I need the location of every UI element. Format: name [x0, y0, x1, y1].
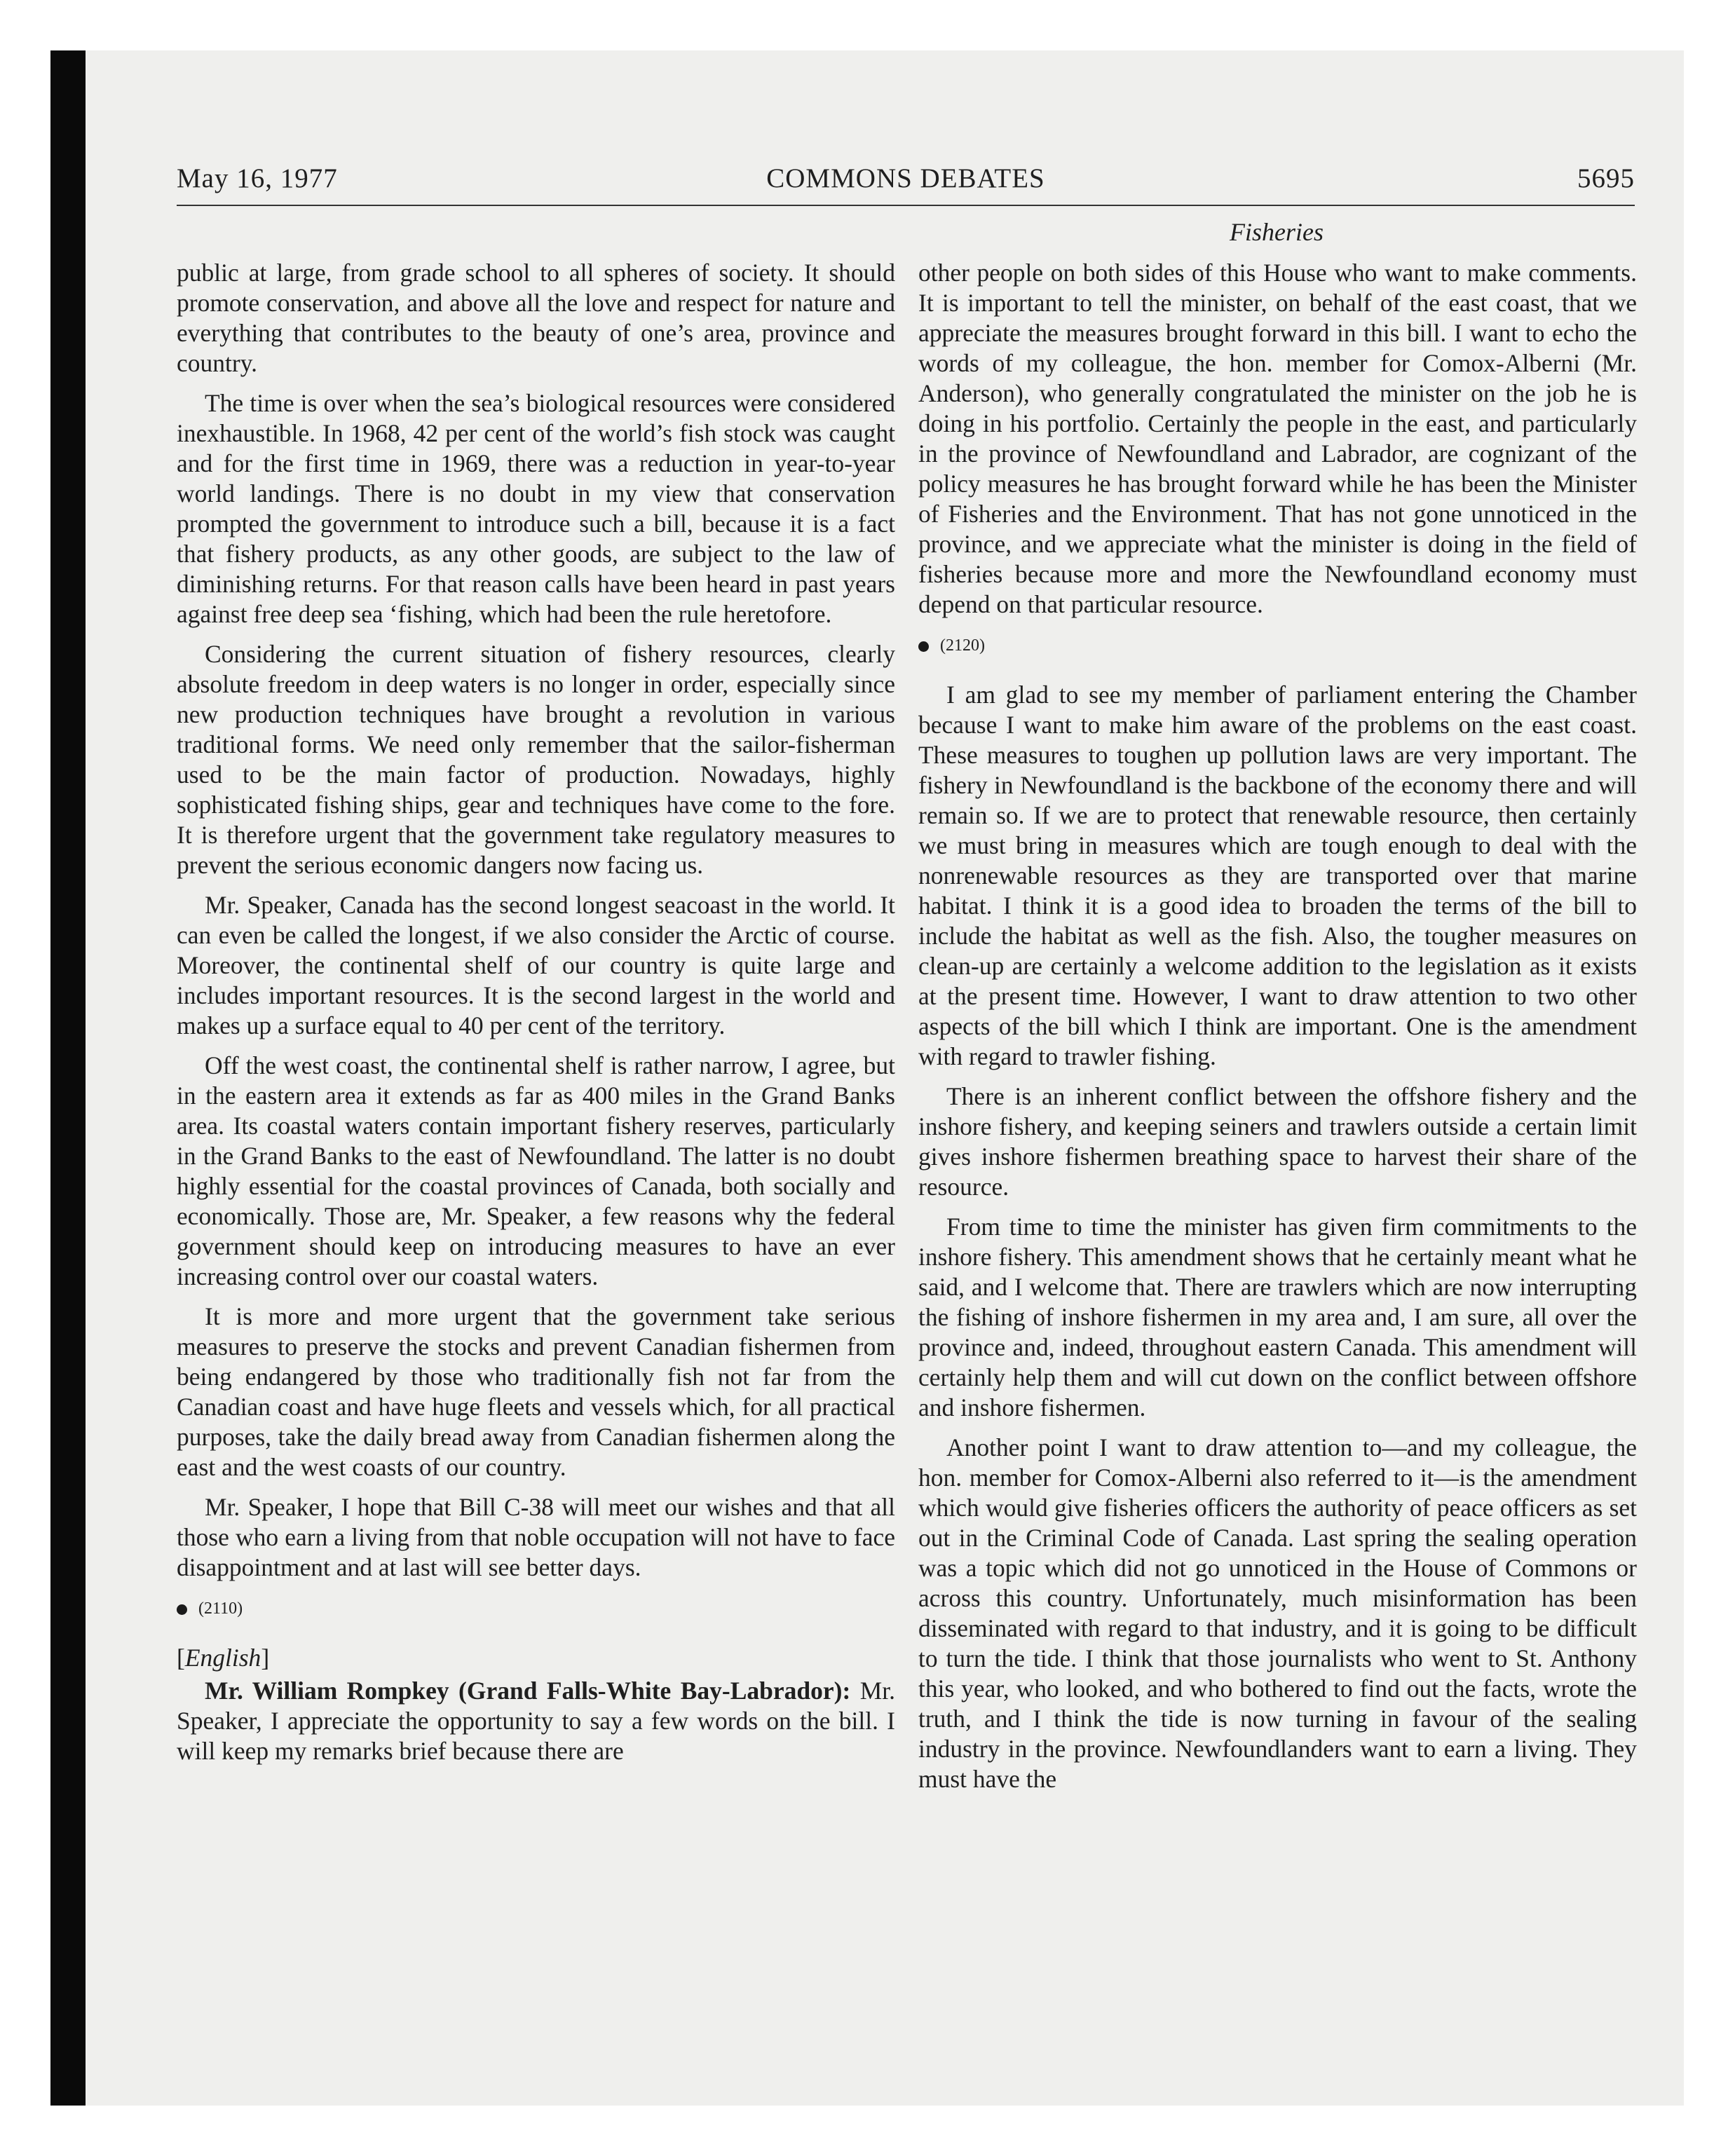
page-number: 5695 — [1577, 163, 1635, 193]
time-marker — [918, 635, 1637, 656]
paragraph: It is more and more urgent that the government take serious measures to preserve the stocks and prevent Canadian fishermen from being endangered by those who traditionally fish not far from the Canadian coast and have huge fleets and vessels which, for all practical purposes, take the daily bread away from Canadian fishermen along the east and the west coasts of our country. — [177, 1302, 895, 1481]
paragraph: The time is over when the sea’s biological resources were considered inexhaustible. In 1968, 42 per cent of the world’s fish stock was caught and for the first time in 1969, there was a reduction in year-to-year world landings. There is no doubt in my view that conservation prompted the government to introduce such a bill, because it is a fact that fishery products, as any other goods, are subject to the law of diminishing returns. For that reason calls have been heard in past years against free deep sea ‘fishing, which had been the rule heretofore. — [177, 389, 895, 628]
language-tag — [177, 1643, 895, 1673]
speaker-paragraph — [177, 1676, 895, 1766]
time-marker-text: (2120) — [940, 636, 985, 655]
language-tag-close: ] — [261, 1644, 270, 1672]
speaker-name: Mr. William Rompkey (Grand Falls-White Bay-Labrador): — [205, 1677, 851, 1705]
paragraph: From time to time the minister has given firm commitments to the inshore fishery. This amendment shows that he certainly meant what he said, and I welcome that. There are trawlers which are now interrupting the fishing of inshore fishermen in my area and, I am sure, all over the province and, indeed, throughout eastern Canada. This amendment will certainly help them and will cut down on the conflict between offshore and inshore fishermen. — [918, 1213, 1637, 1421]
paragraph: public at large, from grade school to all spheres of society. It should promote conservation, and above all the love and respect for nature and everything that contributes to the beauty of one’s area, province and country. — [177, 259, 895, 377]
paragraph: Off the west coast, the continental shelf is rather narrow, I agree, but in the eastern area it extends as far as 400 miles in the Grand Banks area. Its coastal waters contain important fishery reserves, particularly in the Grand Banks to the east of Newfoundland. The latter is no doubt highly essential for the coastal provinces of Canada, both socially and economically. Those are, Mr. Speaker, a few reasons why the federal government should keep on introducing measures to have an ever increasing control over our coastal waters. — [177, 1051, 895, 1290]
speech-text: Mr. Speaker, I appreciate the opportunity to say a few words on the bill. I will keep my remarks brief because there are — [177, 1677, 896, 1765]
bullet-icon — [177, 1604, 187, 1615]
binding-edge — [50, 50, 86, 2106]
left-column — [177, 258, 895, 1776]
paragraph: Mr. Speaker, Canada has the second longest seacoast in the world. It can even be called the longest, if we also consider the Arctic of course. Moreover, the continental shelf of our country is quite large and includes important resources. It is the second largest in the world and makes up a surface equal to 40 per cent of the territory. — [177, 891, 895, 1039]
page-header — [177, 163, 1635, 205]
header-title: COMMONS DEBATES — [766, 163, 1045, 193]
paragraph: Mr. Speaker, I hope that Bill C-38 will meet our wishes and that all those who earn a living from that noble occupation will not have to face disappointment and at last will see better days. — [177, 1493, 895, 1581]
language-tag-word: English — [184, 1644, 261, 1672]
paragraph: Another point I want to draw attention to—and my colleague, the hon. member for Comox-Alberni also referred to it—is the amendment which would give fisheries officers the authority of peace officers as set out in the Criminal Code of Canada. Last spring the sealing operation was a topic which did not go unnoticed in the House of Commons or across this country. Unfortunately, much misinformation has been disseminated with regard to that industry, and it is going to be difficult to turn the tide. I think that those journalists who went to St. Anthony this year, who looked, and who bothered to find out the facts, wrote the truth, and I think the tide is now turning in favour of the sealing industry in the province. Newfoundlanders want to earn a living. They must have the — [918, 1433, 1637, 1793]
paragraph: other people on both sides of this House who want to make comments. It is important to tell the minister, on behalf of the east coast, that we appreciate the measures brought forward in this bill. I want to echo the words of my colleague, the hon. member for Comox-Alberni (Mr. Anderson), who generally congratulated the minister on the job he is doing in his portfolio. Certainly the people in the east, and particularly in the province of Newfoundland and Labrador, are cognizant of the policy measures he has brought forward while he has been the Minister of Fisheries and the Environment. That has not gone unnoticed in the province, and we appreciate what the minister is doing in the field of fisheries because more and more the Newfoundland economy must depend on that particular resource. — [918, 259, 1637, 618]
time-marker-text: (2110) — [198, 1599, 243, 1618]
language-tag-open: [ — [177, 1644, 185, 1672]
bullet-icon — [918, 641, 929, 652]
paragraph: There is an inherent conflict between the offshore fishery and the inshore fishery, and keeping seiners and trawlers outside a certain limit gives inshore fishermen breathing space to harvest their share of the resource. — [918, 1082, 1637, 1201]
header-date: May 16, 1977 — [177, 163, 338, 193]
right-column — [918, 258, 1637, 1804]
section-title: Fisheries — [1230, 218, 1324, 246]
header-rule — [177, 205, 1635, 206]
paragraph: I am glad to see my member of parliament entering the Chamber because I want to make him aware of the problems on the east coast. These measures to toughen up pollution laws are very important. The fishery in Newfoundland is the backbone of the economy there and will remain so. If we are to protect that renewable resource, then certainly we must bring in measures which are tough enough to deal with the nonrenewable resources as they are transported over that marine habitat. I think it is a good idea to broaden the terms of the bill to include the habitat as well as the fish. Also, the tougher measures on clean-up are certainly a welcome addition to the legislation as it exists at the present time. However, I want to draw attention to two other aspects of the bill which I think are important. One is the amendment with regard to trawler fishing. — [918, 681, 1637, 1070]
paragraph: Considering the current situation of fishery resources, clearly absolute freedom in deep waters is no longer in order, especially since new production techniques have brought a revolution in various traditional forms. We need only remember that the sailor-fisherman used to be the main factor of production. Nowadays, highly sophisticated fishing ships, gear and techniques have come to the fore. It is therefore urgent that the government take regulatory measures to prevent the serious economic dangers now facing us. — [177, 640, 895, 879]
time-marker — [177, 1598, 895, 1619]
